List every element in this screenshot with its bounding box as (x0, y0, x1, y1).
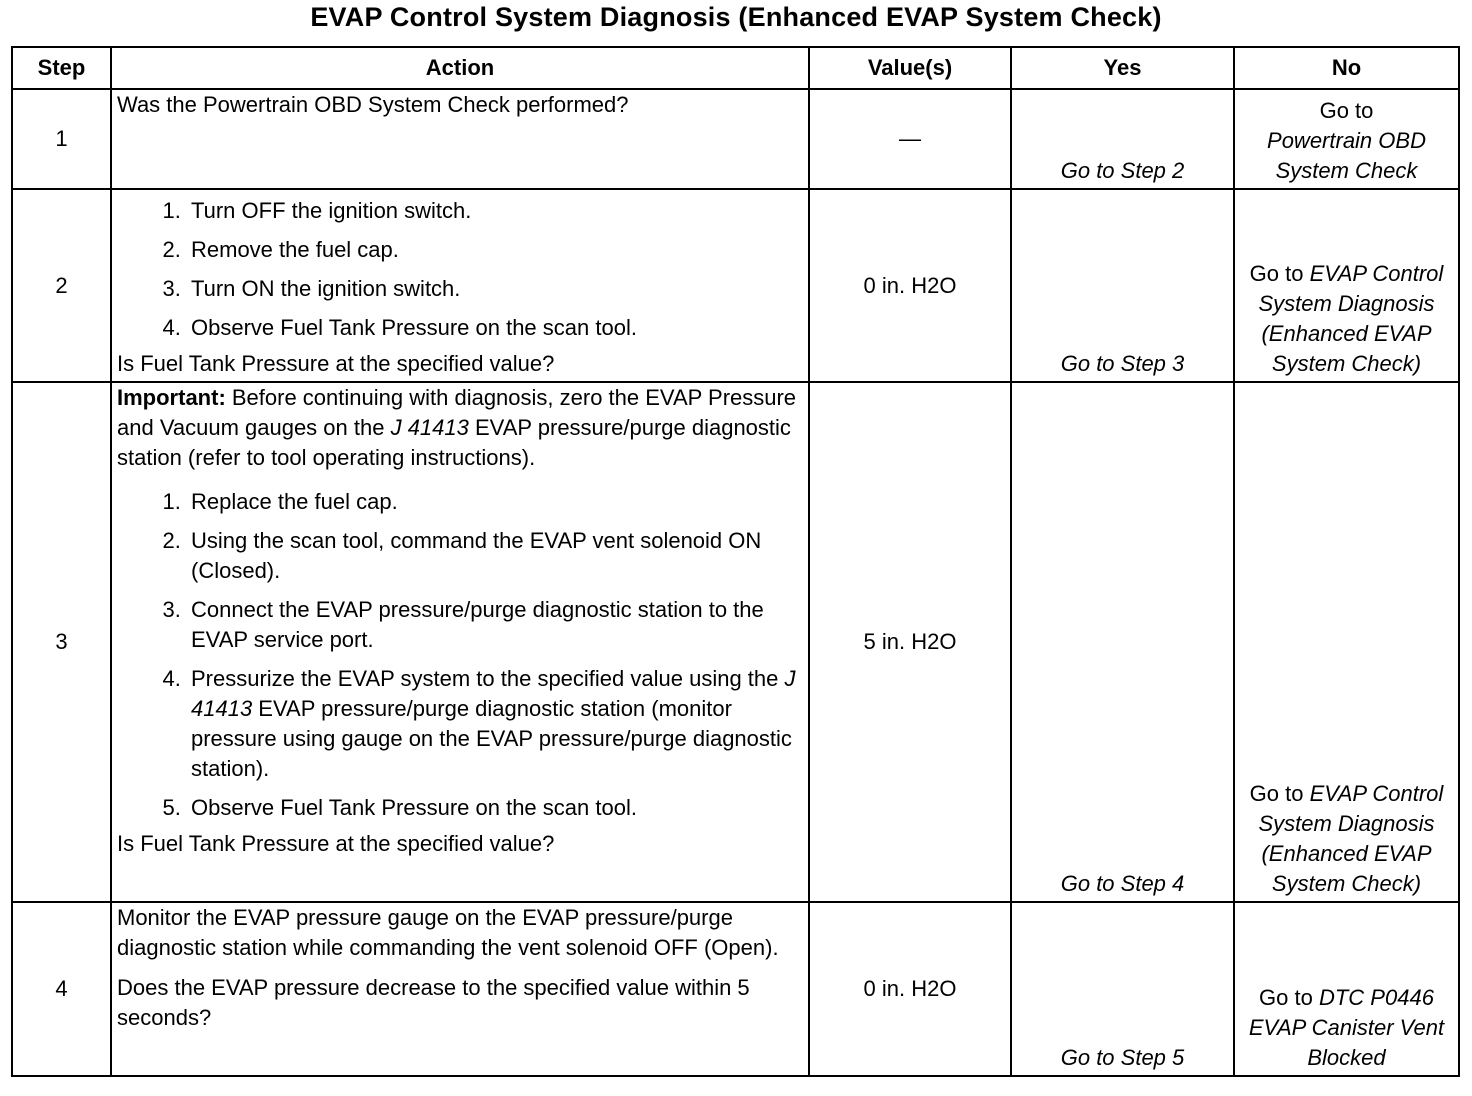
table-row (12, 89, 1459, 189)
step-number: 3 (12, 382, 111, 902)
action-list (117, 196, 803, 343)
list-item: 2. Using the scan tool, command the EVAP vent solenoid ON (Closed). (187, 526, 803, 586)
important-label: Important: (117, 385, 226, 410)
header-no: No (1234, 47, 1459, 89)
no-link[interactable] (1234, 382, 1459, 902)
header-yes: Yes (1011, 47, 1234, 89)
table-row (12, 189, 1459, 382)
value-cell: 0 in. H2O (809, 902, 1011, 1076)
no-prefix: Go to (1319, 98, 1374, 123)
step-number: 1 (12, 89, 111, 189)
step-number: 4 (12, 902, 111, 1076)
important-note (117, 383, 803, 473)
action-cell (111, 89, 809, 189)
action-question: Does the EVAP pressure decrease to the specified value within 5 seconds? (117, 975, 750, 1030)
no-link[interactable] (1234, 189, 1459, 382)
list-item-text: Pressurize the EVAP system to the specified value using the (191, 666, 785, 691)
no-target[interactable]: Powertrain OBD System Check (1267, 128, 1426, 183)
action-question: Was the Powertrain OBD System Check performed? (117, 92, 629, 117)
value-cell: 0 in. H2O (809, 189, 1011, 382)
important-text: Before continuing with diagnosis, zero the EVAP Pressure and Vacuum gauges on the (117, 385, 797, 440)
action-question: Is Fuel Tank Pressure at the specified value? (117, 351, 555, 376)
value-cell: — (809, 89, 1011, 189)
header-action: Action (111, 47, 809, 89)
table-row (12, 902, 1459, 1076)
list-item: 3. Connect the EVAP pressure/purge diagnostic station to the EVAP service port. (187, 595, 803, 655)
no-target[interactable]: EVAP Control System Diagnosis (Enhanced EVAP System Check) (1258, 261, 1444, 376)
yes-link[interactable]: Go to Step 5 (1011, 902, 1234, 1076)
list-item: 5. Observe Fuel Tank Pressure on the scan tool. (187, 793, 803, 823)
no-prefix: Go to (1249, 261, 1304, 286)
no-prefix: Go to (1259, 985, 1313, 1010)
list-item: 2. Remove the fuel cap. (187, 235, 803, 265)
header-row (12, 47, 1459, 89)
diagnosis-table (11, 46, 1460, 1077)
list-item-text: EVAP pressure/purge diagnostic station (monitor pressure using gauge on the EVAP pressure/purge diagnostic station). (191, 696, 792, 781)
yes-link[interactable]: Go to Step 4 (1011, 382, 1234, 902)
yes-link[interactable]: Go to Step 3 (1011, 189, 1234, 382)
important-text: EVAP pressure/purge diagnostic station (refer to tool operating instructions). (117, 415, 791, 470)
action-cell (111, 382, 809, 902)
step-number: 2 (12, 189, 111, 382)
no-prefix: Go to (1249, 781, 1304, 806)
no-target[interactable]: EVAP Control System Diagnosis (Enhanced EVAP System Check) (1258, 781, 1444, 896)
list-item: 1. Replace the fuel cap. (187, 487, 803, 517)
list-item: 3. Turn ON the ignition switch. (187, 274, 803, 304)
action-list (117, 487, 803, 823)
no-link[interactable] (1234, 89, 1459, 189)
list-item: 1. Turn OFF the ignition switch. (187, 196, 803, 226)
tool-number: J 41413 (191, 666, 796, 721)
value-cell: 5 in. H2O (809, 382, 1011, 902)
list-item: 4. Observe Fuel Tank Pressure on the scan tool. (187, 313, 803, 343)
action-cell (111, 189, 809, 382)
action-cell (111, 902, 809, 1076)
action-text: Monitor the EVAP pressure gauge on the EVAP pressure/purge diagnostic station while commanding the vent solenoid OFF (Open). (117, 905, 779, 960)
no-target[interactable]: DTC P0446 EVAP Canister Vent Blocked (1248, 985, 1445, 1070)
header-values: Value(s) (809, 47, 1011, 89)
no-link[interactable] (1234, 902, 1459, 1076)
action-question: Is Fuel Tank Pressure at the specified value? (117, 831, 555, 856)
page-title: EVAP Control System Diagnosis (Enhanced EVAP System Check) (310, 2, 1162, 32)
header-step: Step (12, 47, 111, 89)
tool-number: J 41413 (390, 415, 469, 440)
list-item (187, 664, 803, 784)
yes-link[interactable]: Go to Step 2 (1011, 89, 1234, 189)
table-row (12, 382, 1459, 902)
